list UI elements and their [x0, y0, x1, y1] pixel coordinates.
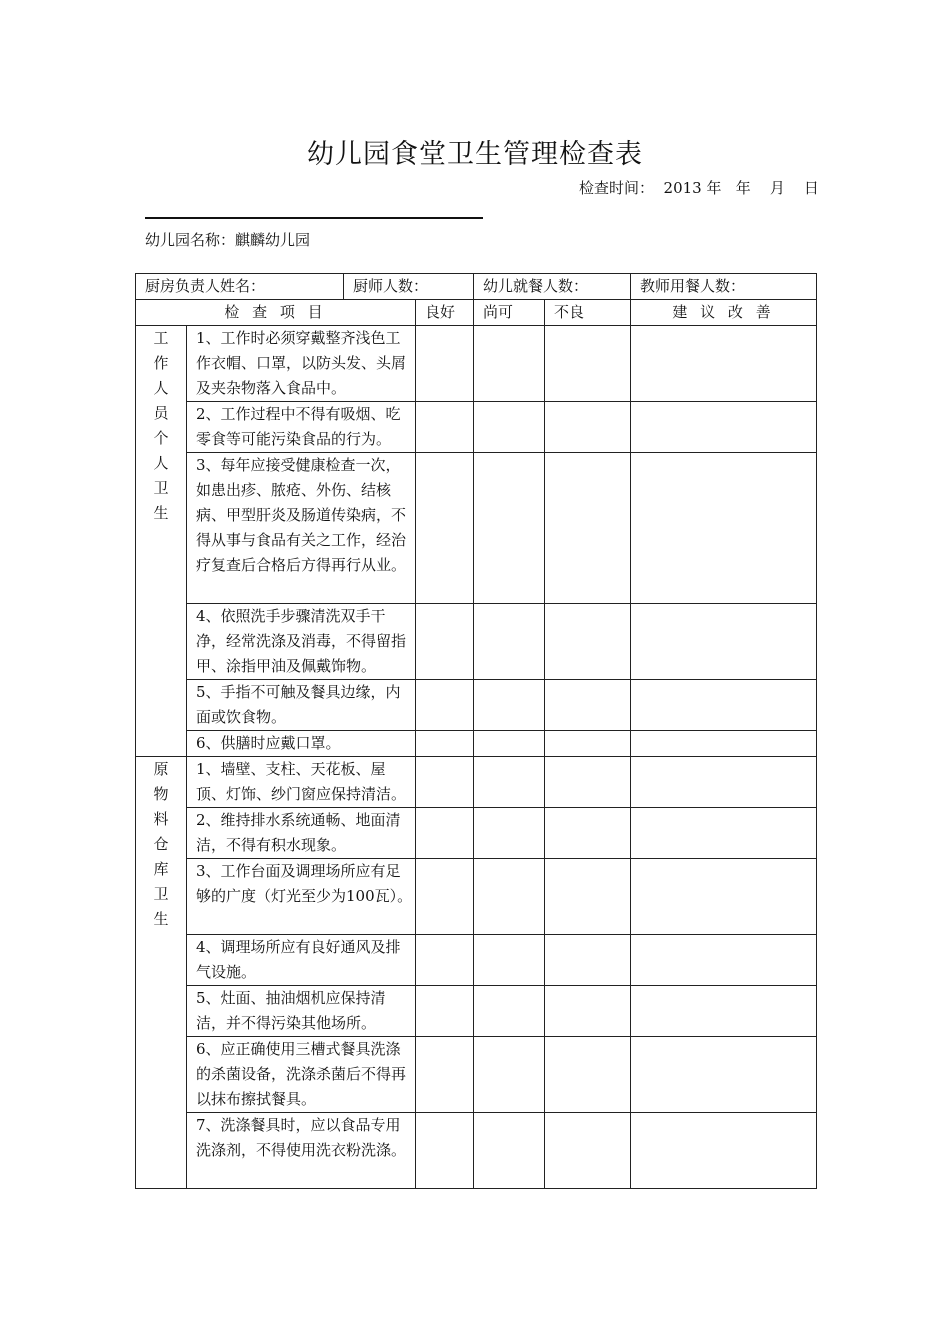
good-cell[interactable] — [416, 757, 474, 808]
suggest-cell[interactable] — [631, 453, 817, 604]
good-cell[interactable] — [416, 453, 474, 604]
suggest-cell[interactable] — [631, 604, 817, 680]
fair-cell[interactable] — [474, 731, 545, 757]
check-item: 1、墙壁、支柱、天花板、屋顶、灯饰、纱门窗应保持清洁。 — [187, 757, 416, 808]
poor-cell[interactable] — [545, 1113, 631, 1189]
category-cell — [136, 757, 187, 1189]
suggest-cell[interactable] — [631, 808, 817, 859]
check-item: 5、灶面、抽油烟机应保持清洁，并不得污染其他场所。 — [187, 986, 416, 1037]
fair-cell[interactable] — [474, 1113, 545, 1189]
col-poor-header: 不良 — [545, 300, 631, 326]
good-cell[interactable] — [416, 402, 474, 453]
fair-cell[interactable] — [474, 402, 545, 453]
category-char: 人 — [153, 379, 169, 397]
suggest-cell[interactable] — [631, 402, 817, 453]
poor-cell[interactable] — [545, 808, 631, 859]
good-cell[interactable] — [416, 680, 474, 731]
suggest-cell[interactable] — [631, 986, 817, 1037]
poor-cell[interactable] — [545, 326, 631, 402]
poor-cell[interactable] — [545, 604, 631, 680]
category-char: 作 — [153, 354, 169, 372]
check-item: 2、工作过程中不得有吸烟、吃零食等可能污染食品的行为。 — [187, 402, 416, 453]
check-item: 6、应正确使用三槽式餐具洗涤的杀菌设备，洗涤杀菌后不得再以抹布擦拭餐具。 — [187, 1037, 416, 1113]
check-item: 4、依照洗手步骤清洗双手干净，经常洗涤及消毒，不得留指甲、涂指甲油及佩戴饰物。 — [187, 604, 416, 680]
suggest-cell[interactable] — [631, 1113, 817, 1189]
suggest-cell[interactable] — [631, 326, 817, 402]
fair-cell[interactable] — [474, 604, 545, 680]
table-row — [136, 859, 817, 935]
suggest-cell[interactable] — [631, 680, 817, 731]
table-row — [136, 757, 817, 808]
check-item: 3、工作台面及调理场所应有足够的广度（灯光至少为100瓦）。 — [187, 859, 416, 935]
table-row — [136, 402, 817, 453]
suggest-cell[interactable] — [631, 859, 817, 935]
column-header-row — [136, 300, 817, 326]
category-char: 料 — [153, 810, 169, 828]
inspection-table — [135, 273, 817, 1189]
poor-cell[interactable] — [545, 1037, 631, 1113]
suggest-cell[interactable] — [631, 935, 817, 986]
col-fair-header: 尚可 — [474, 300, 545, 326]
table-row — [136, 680, 817, 731]
category-char: 员 — [153, 404, 169, 422]
table-row — [136, 808, 817, 859]
good-cell[interactable] — [416, 604, 474, 680]
suggest-cell[interactable] — [631, 731, 817, 757]
school-name: 幼儿园名称：麒麟幼儿园 — [145, 231, 311, 249]
teacher-diners-field[interactable]: 教师用餐人数： — [631, 274, 817, 300]
table-row — [136, 1037, 817, 1113]
inspection-time: 检查时间： 2013 年 年 月 日 — [579, 179, 819, 197]
category-char: 个 — [153, 429, 169, 447]
poor-cell[interactable] — [545, 935, 631, 986]
good-cell[interactable] — [416, 731, 474, 757]
check-item: 3、每年应接受健康检查一次，如患出疹、脓疮、外伤、结核病、甲型肝炎及肠道传染病，不得从事与食品有关之工作，经治疗复查后合格后方得再行从业。 — [187, 453, 416, 604]
category-char: 生 — [153, 504, 169, 522]
fair-cell[interactable] — [474, 935, 545, 986]
table-row — [136, 1113, 817, 1189]
good-cell[interactable] — [416, 986, 474, 1037]
poor-cell[interactable] — [545, 453, 631, 604]
divider-line — [145, 217, 483, 219]
good-cell[interactable] — [416, 808, 474, 859]
category-char: 人 — [153, 454, 169, 472]
poor-cell[interactable] — [545, 680, 631, 731]
category-char: 工 — [153, 329, 169, 347]
poor-cell[interactable] — [545, 731, 631, 757]
fair-cell[interactable] — [474, 680, 545, 731]
suggest-cell[interactable] — [631, 757, 817, 808]
check-item: 7、洗涤餐具时，应以食品专用洗涤剂，不得使用洗衣粉洗涤。 — [187, 1113, 416, 1189]
table-row — [136, 453, 817, 604]
fair-cell[interactable] — [474, 986, 545, 1037]
check-item: 6、供膳时应戴口罩。 — [187, 731, 416, 757]
good-cell[interactable] — [416, 859, 474, 935]
check-item: 5、手指不可触及餐具边缘，内面或饮食物。 — [187, 680, 416, 731]
category-char: 库 — [153, 860, 169, 878]
col-suggest-header: 建 议 改 善 — [631, 300, 817, 326]
col-item-header: 检 查 项 目 — [136, 300, 416, 326]
page-title: 幼儿园食堂卫生管理检查表 — [307, 139, 643, 170]
fair-cell[interactable] — [474, 859, 545, 935]
category-char: 原 — [153, 760, 169, 778]
poor-cell[interactable] — [545, 402, 631, 453]
fair-cell[interactable] — [474, 1037, 545, 1113]
check-item: 1、工作时必须穿戴整齐浅色工作衣帽、口罩，以防头发、头屑及夹杂物落入食品中。 — [187, 326, 416, 402]
col-good-header: 良好 — [416, 300, 474, 326]
check-item: 4、调理场所应有良好通风及排气设施。 — [187, 935, 416, 986]
category-char: 卫 — [153, 885, 169, 903]
child-diners-field[interactable]: 幼儿就餐人数： — [474, 274, 631, 300]
poor-cell[interactable] — [545, 757, 631, 808]
fair-cell[interactable] — [474, 326, 545, 402]
kitchen-head-field[interactable]: 厨房负责人姓名： — [136, 274, 344, 300]
table-row — [136, 326, 817, 402]
table-row — [136, 935, 817, 986]
good-cell[interactable] — [416, 1113, 474, 1189]
suggest-cell[interactable] — [631, 1037, 817, 1113]
table-row — [136, 731, 817, 757]
poor-cell[interactable] — [545, 986, 631, 1037]
check-item: 2、维持排水系统通畅、地面清洁，不得有积水现象。 — [187, 808, 416, 859]
poor-cell[interactable] — [545, 859, 631, 935]
table-row — [136, 604, 817, 680]
category-char: 卫 — [153, 479, 169, 497]
fair-cell[interactable] — [474, 808, 545, 859]
category-char: 物 — [153, 785, 169, 803]
category-char: 生 — [153, 910, 169, 928]
fair-cell[interactable] — [474, 757, 545, 808]
good-cell[interactable] — [416, 1037, 474, 1113]
cook-count-field[interactable]: 厨师人数： — [344, 274, 474, 300]
category-cell — [136, 326, 187, 757]
info-row — [136, 274, 817, 300]
fair-cell[interactable] — [474, 453, 545, 604]
category-char: 仓 — [153, 835, 169, 853]
good-cell[interactable] — [416, 935, 474, 986]
table-row — [136, 986, 817, 1037]
good-cell[interactable] — [416, 326, 474, 402]
